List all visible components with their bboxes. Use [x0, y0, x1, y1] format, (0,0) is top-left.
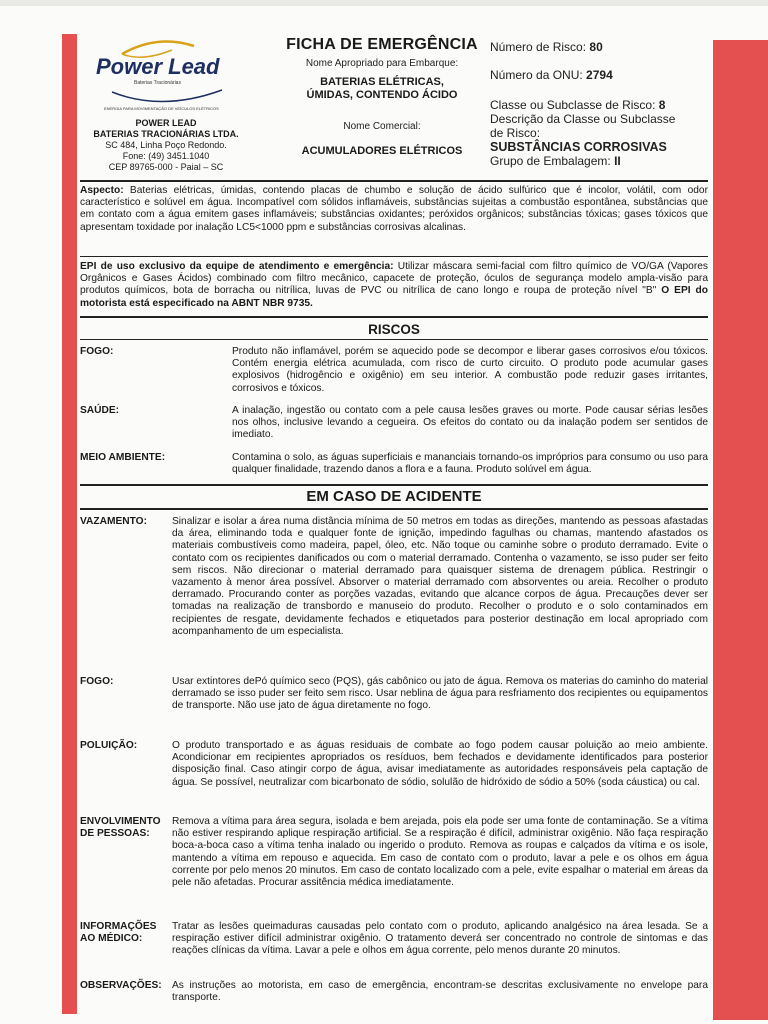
info-medico-label-1: INFORMAÇÕES [80, 921, 157, 932]
logo-sub: Baterias Tracionárias [134, 80, 181, 86]
vazamento-text: Sinalizar e isolar a área numa distância mínima de 50 metros em todas as direções, mantendo as pessoas afastadas da área, eliminando toda e qualquer fonte de ignição, impedindo fagulhas ou chamas, mantendo afastados os materiais combustíveis como madeira, papel, óleo, etc. Não toque ou caminhe sobre o produto derramado. Evite o contato com os recipientes danificados ou com o material derramado. Contenha o vazamento, se isso puder ser feito sem riscos. Não direcionar o material derramado para quaisquer sistema de drenagem pública. Restringir o vazamento à menor área possível. Absorver o material derramado com absorventes ou areia. Recolher o produto derramado. Procurando conter as porções vazadas, evitando que alcance corpos de água. Precauções dever ser tomadas na realização de transbordo e manuseio do produto. Recolher o produto e o solo contaminados em recipientes de resgate, devidamente fechados e etiquetados para posterior destinação em local apropriado com acompanhamento de um especialista. [172, 516, 708, 637]
divider [80, 180, 708, 182]
class-desc-label-1: Descrição da Classe ou Subclasse [490, 112, 676, 126]
fogo-text: Usar extintores dePó químico seco (PQS), gás cabônico ou jato de água. Remova os materias do caminho do material derramado se isso puder ser feito sem risco. Usar neblina de água para resfriamento dos recipientes ou equipamentos de transporte. Não use jato de água diretamente no fogo. [172, 676, 708, 712]
riscos-saude-label: SAÚDE: [80, 405, 120, 416]
aspecto-section [80, 185, 708, 234]
epi-text: Utilizar máscara semi-facial com filtro químico de VO/GA (Vapores Orgânicos e Gases Ácidos) combinado com filtro mecânico, capacete de proteção, óculos de segurança modelo ampla-visão para produtos químicos, bota de borracha ou nitrílica, luvas de PVC ou nitrílica de cano longo e roupa de proteção nível "B" [80, 261, 708, 297]
divider [80, 316, 708, 318]
divider [80, 256, 708, 257]
riscos-title: RISCOS [368, 322, 420, 337]
pack-row [490, 154, 712, 168]
risk-number-label: Número de Risco: [490, 40, 587, 54]
pack-label: Grupo de Embalagem: [490, 154, 611, 168]
envolvimento-label-2: DE PESSOAS: [80, 828, 150, 840]
page-title: FICHA DE EMERGÊNCIA [286, 36, 478, 53]
acidente-title: EM CASO DE ACIDENTE [306, 488, 482, 505]
header-center [276, 36, 488, 158]
aspecto-label: Aspecto: [80, 185, 124, 196]
epi-label: EPI de uso exclusivo da equipe de atendimento e emergência: [80, 261, 394, 272]
info-medico-label [80, 921, 156, 945]
envolvimento-label [80, 816, 161, 840]
company-info [78, 118, 254, 173]
risk-info [490, 40, 712, 168]
onu-row [490, 68, 712, 82]
scan-edge [0, 0, 768, 6]
commercial-name-value: ACUMULADORES ELÉTRICOS [301, 145, 463, 157]
shipping-name-line-2: ÚMIDAS, CONTENDO ÁCIDO [306, 89, 458, 101]
class-value: 8 [658, 98, 666, 112]
company-logo [82, 32, 242, 118]
aspecto-text: Baterias elétricas, úmidas, contendo placas de chumbo e solução de ácido sulfúrico que é incolor, volátil, com odor característico e solúvel em água. Incompatível com sólidos inflamáveis, substâncias sujeitas a combustão espontânea, substâncias que em contato com a água emitem gases inflamáveis; substâncias oxidantes; peróxidos orgânicos; substâncias tóxicas; gases tóxicos que apresentam toxidade por inalação LC5<1000 ppm e substâncias corrosivas alcalinas. [80, 185, 708, 233]
divider [80, 484, 708, 486]
riscos-saude-text: A inalação, ingestão ou contato com a pele causa lesões graves ou morte. Pode causar sérias lesões nos olhos, inclusive levando a cegueira. Os efeitos do contato ou da inalação podem ser sentidos de imediato. [232, 405, 708, 441]
observacoes-text: As instruções ao motorista, em caso de emergência, encontram-se descritas exclusivamente no envelope para transporte. [172, 980, 708, 1004]
divider [80, 339, 708, 340]
class-desc-value: SUBSTÂNCIAS CORROSIVAS [490, 140, 667, 154]
riscos-meio-ambiente-label: MEIO AMBIENTE: [80, 452, 166, 463]
shipping-name-line-1: BATERIAS ELÉTRICAS, [320, 76, 444, 88]
info-medico-label-2: AO MÉDICO: [80, 933, 143, 945]
left-red-bar [62, 34, 77, 1014]
risk-number-row [490, 40, 712, 54]
envolvimento-text: Remova a vítima para área segura, isolada e bem arejada, pois ela pode ser uma fonte de contaminação. Se a vítima não estiver respirando aplique respiração artificial. Se a respiração é difícil, administrar oxigênio. Não faça respiração boca-a-boca caso a vítima tenha inalado ou ingerido o produto. Remova as roupas e calçados da vítima e os isole, mantendo a vítima em repouso e aquecida. Em caso de contato com o produto, lavar a pele e os olhos em água corrente por pelo menos 20 minutos. Em caso de contato localizado com a pele, evite espalhar o material em áreas da pele não afetadas. Procurar assitência médica imediatamente. [172, 816, 708, 889]
class-row [490, 98, 712, 112]
onu-value: 2794 [586, 68, 613, 82]
divider [80, 508, 708, 510]
risk-number-value: 80 [589, 40, 603, 54]
company-name-2: BATERIAS TRACIONÁRIAS LTDA. [93, 129, 239, 139]
shipping-name-label: Nome Apropriado para Embarque: [305, 58, 459, 69]
poluicao-label: POLUIÇÃO: [80, 740, 138, 751]
info-medico-text: Tratar as lesões queimaduras causadas pelo contato com o produto, aplicando analgésico na área lesada. Se a respiração estiver difícil administrar oxigênio. O tratamento deverá ser concentrado no controle de sintomas e das reações clínicas da vítima. Lavar a pele e olhos em água corrente, pelo menos durante 20 minutos. [172, 921, 708, 957]
company-name-1: POWER LEAD [135, 118, 197, 128]
envolvimento-label-1: ENVOLVIMENTO [80, 816, 161, 827]
class-label: Classe ou Subclasse de Risco: [490, 98, 656, 112]
company-address: SC 484, Linha Poço Redondo. [105, 140, 227, 150]
epi-section [80, 261, 708, 310]
class-desc-label-2: de Risco: [490, 126, 541, 140]
company-phone: Fone: (49) 3451.1040 [122, 151, 210, 161]
fogo-label: FOGO: [80, 676, 114, 687]
riscos-fogo-label: FOGO: [80, 346, 114, 357]
riscos-fogo-text: Produto não inflamável, porém se aquecido pode se decompor e liberar gases corrosivos e/ou tóxicos. Contém energia elétrica acumulada, com risco de curto circuito. O produto pode acumular gases explosivos (hidrogêncio e oxigênio) em seu interior. A combustão pode reduzir gases irritantes, corrosivos e tóxicos. [232, 346, 708, 394]
company-cep: CEP 89765-000 - Paial – SC [108, 162, 224, 172]
vazamento-label: VAZAMENTO: [80, 516, 147, 527]
epi-text-bold: O EPI do motorista está especificado na ABNT NBR 9735. [80, 285, 708, 309]
poluicao-text: O produto transportado e as águas residuais de combate ao fogo podem causar poluição ao meio ambiente. Acondicionar em recipientes apropriados os resíduos, bem fechados e devidamente identificados para posterior disposição final. Caso atingir corpo de água, avisar imediatamente as autoridades responsáveis pela captação de água. Se possível, neutralizar com bicarbonato de sódio, solulão de hidróxido de sódio a 50% (soda cáustica) ou cal. [172, 740, 708, 788]
commercial-name-label: Nome Comercial: [343, 121, 421, 132]
right-red-bar [713, 40, 768, 1020]
logo-brand: Power Lead [96, 54, 220, 79]
riscos-meio-ambiente-text: Contamina o solo, as águas superficiais e mananciais tornando-os impróprios para consumo ou uso para qualquer finalidade, trazendo danos a flora e a fauna. Produto solúvel em água. [232, 452, 708, 476]
logo-tagline: ENERGIA PARA MOVIMENTAÇÃO DE VEÍCULOS ELÉTRICOS [104, 106, 219, 111]
pack-value: II [614, 154, 621, 168]
observacoes-label: OBSERVAÇÕES: [80, 980, 162, 991]
onu-label: Número da ONU: [490, 68, 583, 82]
